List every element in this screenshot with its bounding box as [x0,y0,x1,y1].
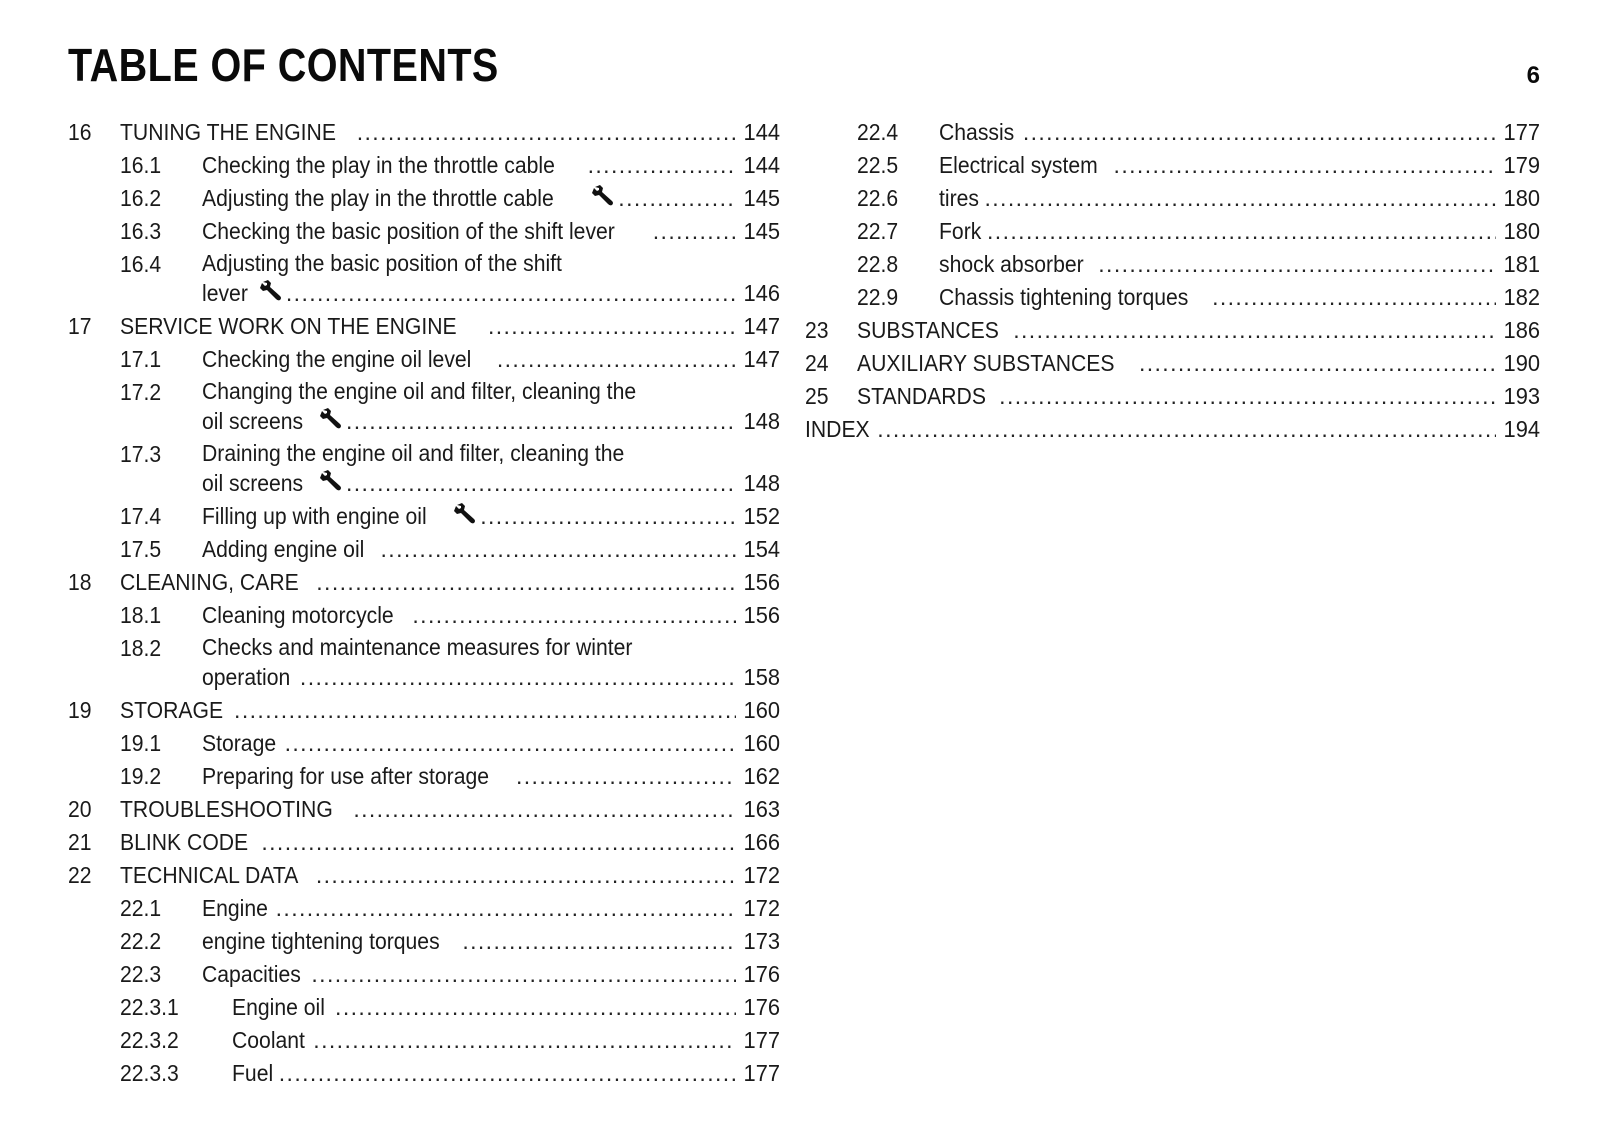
wrench-icon [320,469,344,491]
entry-page[interactable]: 172 [743,862,780,888]
toc-entry-22-3[interactable] [68,958,780,991]
entry-title[interactable]: Engine oil [232,994,325,1020]
entry-number: 16.1 [120,152,162,178]
dot-leader [1096,248,1496,281]
toc-entry-22-8[interactable] [824,248,1540,281]
toc-entry-chapter-24[interactable] [805,347,1540,380]
entry-title[interactable]: Filling up with engine oil [202,503,427,529]
toc-entry-chapter-18[interactable] [68,566,780,599]
entry-title[interactable]: Adding engine oil [202,536,365,562]
toc-column-right [805,116,1540,446]
toc-entry-17-1[interactable] [68,343,780,376]
entry-page[interactable]: 186 [1503,317,1540,343]
entry-number: 24 [805,350,829,376]
dot-leader [333,991,736,1024]
entry-number: 17.5 [120,536,162,562]
entry-number: 25 [805,383,829,409]
entry-number: 18 [68,569,92,595]
dot-leader [309,958,736,991]
entry-title[interactable]: Preparing for use after storage [202,763,489,789]
entry-page[interactable]: 176 [743,961,780,987]
toc-entry-16-2[interactable] [68,182,780,215]
entry-title[interactable]: Storage [202,730,277,756]
entry-title[interactable]: Checking the engine oil level [202,346,472,372]
dot-leader [514,760,736,793]
toc-entry-16-3[interactable] [68,215,780,248]
entry-number: 19.2 [120,763,162,789]
toc-entry-chapter-23[interactable] [805,314,1540,347]
toc-entry-22-1[interactable] [68,892,780,925]
entry-number: 22 [68,862,92,888]
wrench-icon [454,502,478,524]
entry-number: 22.3 [120,961,162,987]
entry-title[interactable]: Checking the basic position of the shift lever [202,218,615,244]
dot-leader [997,380,1496,413]
entry-number: 19.1 [120,730,162,756]
toc-entry-22-3-2[interactable] [68,1024,780,1057]
entry-number: 22.3.1 [120,994,179,1020]
entry-title[interactable]: Checking the play in the throttle cable [202,152,555,178]
entry-page[interactable]: 177 [743,1060,780,1086]
toc-entry-chapter-25[interactable] [805,380,1540,413]
toc-entry-16-4[interactable] [68,248,780,310]
entry-title-continued[interactable]: operation [202,664,291,690]
toc-entry-chapter-19[interactable] [68,694,780,727]
entry-page[interactable]: 172 [743,895,780,921]
entry-number: 22.3.3 [120,1060,179,1086]
toc-entry-chapter-16[interactable] [68,116,780,149]
entry-title[interactable]: SUBSTANCES [857,317,999,343]
entry-number: 22.2 [120,928,162,954]
entry-title[interactable]: Adjusting the basic position of the shift [202,250,562,276]
toc-entry-chapter-20[interactable] [68,793,780,826]
entry-title-continued[interactable]: lever [202,280,248,306]
entry-number: 22.1 [120,895,162,921]
entry-page[interactable]: 162 [743,763,780,789]
toc-column-left [68,116,780,1090]
entry-title[interactable]: Coolant [232,1027,305,1053]
entry-number: 23 [805,317,829,343]
entry-number: 19 [68,697,92,723]
dot-leader [875,413,1496,446]
dot-leader [1011,314,1496,347]
entry-page[interactable]: 182 [1503,284,1540,310]
entry-number: 16.3 [120,218,162,244]
entry-page[interactable]: 166 [743,829,780,855]
entry-page[interactable]: 173 [743,928,780,954]
toc-entry-chapter-17[interactable] [68,310,780,343]
toc-entry-17-2[interactable] [68,376,780,438]
entry-number: 20 [68,796,92,822]
entry-page[interactable]: 190 [1503,350,1540,376]
dot-leader [1210,281,1496,314]
dot-leader [344,405,736,438]
entry-title-continued[interactable]: oil screens [202,470,304,496]
entry-page[interactable]: 147 [743,346,780,372]
toc-entry-22-6[interactable] [824,182,1540,215]
dot-leader [586,149,736,182]
entry-page[interactable]: 146 [743,280,780,306]
entry-page[interactable]: 194 [1503,416,1540,442]
dot-leader [284,277,736,310]
entry-number: 17 [68,313,92,339]
dot-leader [283,727,736,760]
entry-page[interactable]: 193 [1503,383,1540,409]
dot-leader [982,182,1496,215]
entry-page[interactable]: 148 [743,408,780,434]
dot-leader [232,694,736,727]
page-number: 6 [1526,62,1540,89]
dot-leader [259,826,736,859]
entry-number: 22.5 [857,152,899,178]
entry-page[interactable]: 144 [743,119,780,145]
toc-entry-chapter-21[interactable] [68,826,780,859]
entry-number: 17.4 [120,503,162,529]
entry-title-continued[interactable]: oil screens [202,408,304,434]
toc-entry-16-1[interactable] [68,149,780,182]
entry-title[interactable]: Checks and maintenance measures for winter [202,634,633,660]
entry-number: 17.2 [120,379,162,405]
entry-page[interactable]: 176 [743,994,780,1020]
dot-leader [1021,116,1496,149]
entry-page[interactable]: 181 [1503,251,1540,277]
entry-title[interactable]: Chassis [939,119,1015,145]
entry-title[interactable]: Fuel [232,1060,274,1086]
entry-title[interactable]: Engine [202,895,268,921]
entry-page[interactable]: 180 [1503,218,1540,244]
toc-entry-17-4[interactable] [68,500,780,533]
toc-entry-22-3-1[interactable] [68,991,780,1024]
entry-title[interactable]: Chassis tightening torques [939,284,1189,310]
entry-number: 22.4 [857,119,899,145]
entry-number: 22.3.2 [120,1027,179,1053]
dot-leader [378,533,736,566]
entry-page[interactable]: 156 [743,602,780,628]
entry-number: 18.2 [120,635,162,661]
entry-number: 21 [68,829,92,855]
toc-entry-22-4[interactable] [824,116,1540,149]
entry-number: 22.9 [857,284,899,310]
dot-leader [314,859,736,892]
entry-title[interactable]: STORAGE [120,697,224,723]
entry-title[interactable]: Electrical system [939,152,1098,178]
dot-leader [478,500,736,533]
entry-number: 16.2 [120,185,162,211]
dot-leader [410,599,736,632]
entry-title[interactable]: INDEX [805,416,870,442]
entry-page[interactable]: 152 [743,503,780,529]
page-title: TABLE OF CONTENTS [68,39,499,91]
entry-number: 18.1 [120,602,162,628]
entry-title[interactable]: engine tightening torques [202,928,440,954]
entry-title[interactable]: AUXILIARY SUBSTANCES [857,350,1115,376]
entry-page[interactable]: 154 [743,536,780,562]
entry-page[interactable]: 160 [743,730,780,756]
dot-leader [985,215,1496,248]
dot-leader [298,661,736,694]
entry-page[interactable]: 148 [743,470,780,496]
entry-title[interactable]: Cleaning motorcycle [202,602,394,628]
dot-leader [1112,149,1496,182]
entry-number: 22.6 [857,185,899,211]
dot-leader [486,310,736,343]
entry-number: 22.7 [857,218,899,244]
toc-entry-index[interactable] [805,413,1540,446]
entry-page[interactable]: 147 [743,313,780,339]
entry-page[interactable]: 144 [743,152,780,178]
entry-title[interactable]: Capacities [202,961,301,987]
toc-entry-17-5[interactable] [68,533,780,566]
dot-leader [344,467,736,500]
entry-title[interactable]: STANDARDS [857,383,986,409]
dot-leader [274,892,736,925]
entry-title[interactable]: TUNING THE ENGINE [120,119,336,145]
dot-leader [314,566,736,599]
entry-page[interactable]: 163 [743,796,780,822]
entry-page[interactable]: 145 [743,218,780,244]
entry-title[interactable]: SERVICE WORK ON THE ENGINE [120,313,457,339]
dot-leader [495,343,736,376]
dot-leader [1137,347,1496,380]
entry-title[interactable]: TROUBLESHOOTING [120,796,333,822]
entry-page[interactable]: 177 [743,1027,780,1053]
entry-page[interactable]: 179 [1503,152,1540,178]
toc-entry-22-9[interactable] [824,281,1540,314]
dot-leader [277,1057,736,1090]
wrench-icon [320,407,344,429]
entry-title[interactable]: tires [939,185,979,211]
toc-entry-18-2[interactable] [68,632,780,694]
entry-number: 17.1 [120,346,162,372]
dot-leader [651,215,736,248]
entry-page[interactable]: 160 [743,697,780,723]
entry-page[interactable]: 156 [743,569,780,595]
entry-page[interactable]: 180 [1503,185,1540,211]
entry-title[interactable]: CLEANING, CARE [120,569,299,595]
toc-entry-22-2[interactable] [68,925,780,958]
entry-title[interactable]: Adjusting the play in the throttle cable [202,185,554,211]
entry-title[interactable]: shock absorber [939,251,1084,277]
toc-entry-18-1[interactable] [68,599,780,632]
toc-entry-22-5[interactable] [824,149,1540,182]
toc-entry-19-1[interactable] [68,727,780,760]
entry-number: 17.3 [120,441,162,467]
entry-page[interactable]: 177 [1503,119,1540,145]
entry-page[interactable]: 158 [743,664,780,690]
dot-leader [311,1024,736,1057]
dot-leader [355,116,736,149]
entry-title[interactable]: BLINK CODE [120,829,249,855]
entry-title[interactable]: Fork [939,218,982,244]
dot-leader [351,793,736,826]
toc-entry-22-3-3[interactable] [68,1057,780,1090]
toc-entry-17-3[interactable] [68,438,780,500]
entry-number: 22.8 [857,251,899,277]
toc-entry-chapter-22[interactable] [68,859,780,892]
entry-number: 16 [68,119,92,145]
dot-leader [616,182,736,215]
toc-entry-19-2[interactable] [68,760,780,793]
entry-number: 16.4 [120,251,162,277]
wrench-icon [592,184,616,206]
entry-title[interactable]: Changing the engine oil and filter, cleaning the [202,378,637,404]
entry-page[interactable]: 145 [743,185,780,211]
entry-title[interactable]: Draining the engine oil and filter, cleaning the [202,440,625,466]
wrench-icon [260,279,284,301]
dot-leader [460,925,736,958]
entry-title[interactable]: TECHNICAL DATA [120,862,299,888]
toc-entry-22-7[interactable] [824,215,1540,248]
